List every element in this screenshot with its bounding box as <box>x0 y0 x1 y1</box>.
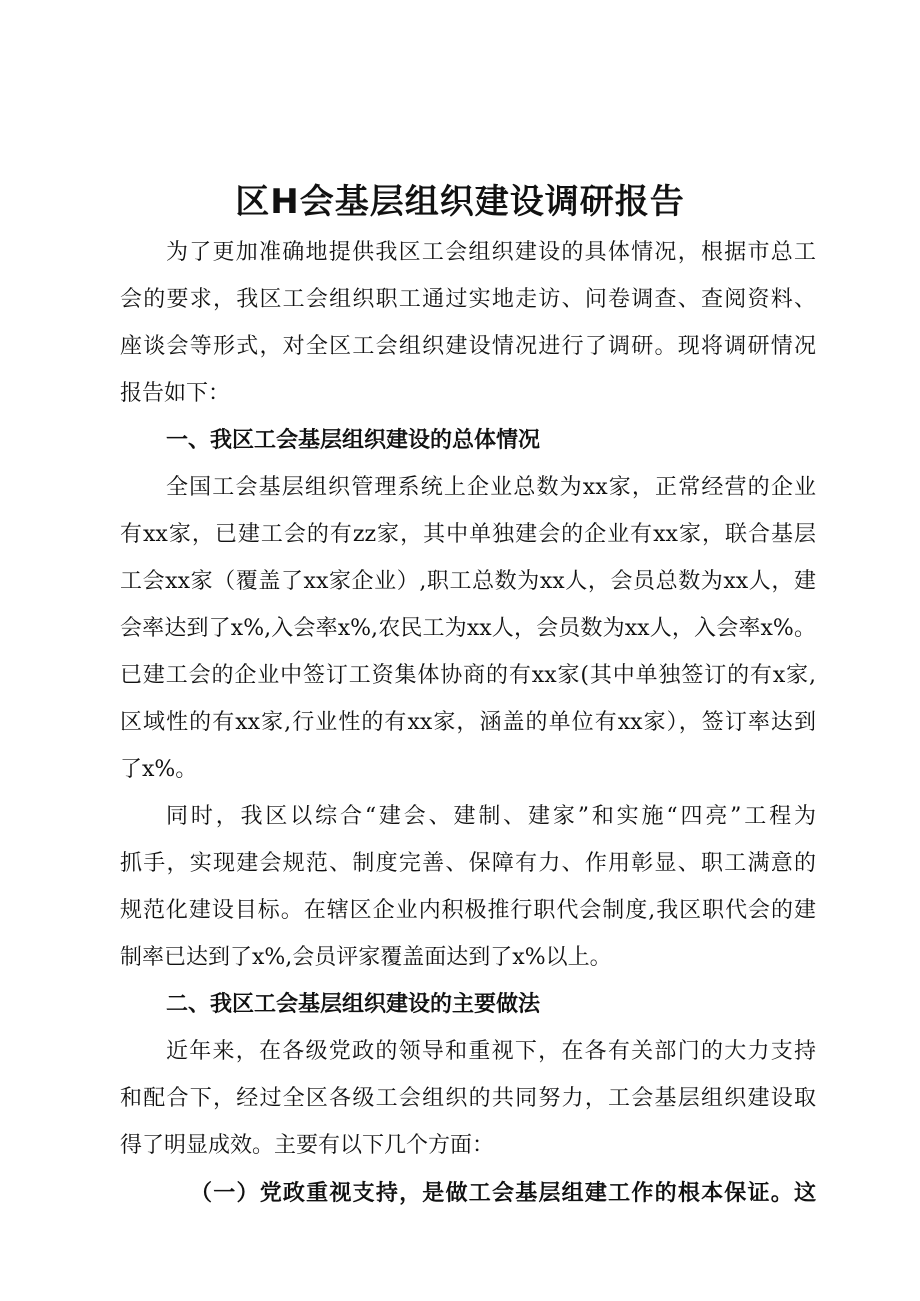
intro-line: 为了更加准确地提供我区工会组织建设的具体情况，根据市总工 <box>166 240 816 265</box>
intro-line: 报告如下： <box>120 381 231 406</box>
para1-line: 会率达到了x%,入会率x%,农民工为xx人，会员数为xx人，入会率x%。 <box>120 616 816 641</box>
para3-line: 得了明显成效。主要有以下几个方面： <box>120 1133 495 1158</box>
para3-line: 和配合下，经过全区各级工会组织的共同努力，工会基层组织建设取 <box>120 1086 816 1111</box>
para1-line: 全国工会基层组织管理系统上企业总数为xx家，正常经营的企业 <box>166 475 816 500</box>
para3-line: 近年来，在各级党政的领导和重视下，在各有关部门的大力支持 <box>166 1039 816 1064</box>
para2-line: 同时，我区以综合“建会、建制、建家”和实施“四亮”工程为 <box>166 804 816 829</box>
para2-line: 规范化建设目标。在辖区企业内积极推行职代会制度,我区职代会的建 <box>120 898 816 923</box>
para1-line: 工会xx家（覆盖了xx家企业）,职工总数为xx人，会员总数为xx人，建 <box>120 569 816 594</box>
para1-line: 有xx家，已建工会的有zz家，其中单独建会的企业有xx家，联合基层 <box>120 522 816 547</box>
para2-line: 抓手，实现建会规范、制度完善、保障有力、作用彰显、职工满意的 <box>120 851 816 876</box>
para1-line: 区域性的有xx家,行业性的有xx家，涵盖的单位有xx家），签订率达到 <box>120 710 816 735</box>
subsection-heading-1: （一）党政重视支持，是做工会基层组建工作的根本保证。这 <box>190 1180 816 1206</box>
document-title: 区H会基层组织建设调研报告 <box>235 182 685 222</box>
section-heading-2: 二、我区工会基层组织建设的主要做法 <box>166 992 541 1017</box>
para1-line: 了x%。 <box>120 757 198 782</box>
intro-line: 座谈会等形式，对全区工会组织建设情况进行了调研。现将调研情况 <box>120 334 816 359</box>
intro-line: 会的要求，我区工会组织职工通过实地走访、问卷调查、查阅资料、 <box>120 287 816 312</box>
para2-line: 制率已达到了x%,会员评家覆盖面达到了x%以上。 <box>120 945 612 970</box>
section-heading-1: 一、我区工会基层组织建设的总体情况 <box>166 428 541 453</box>
para1-line: 已建工会的企业中签订工资集体协商的有xx家(其中单独签订的有x家, <box>120 663 816 688</box>
